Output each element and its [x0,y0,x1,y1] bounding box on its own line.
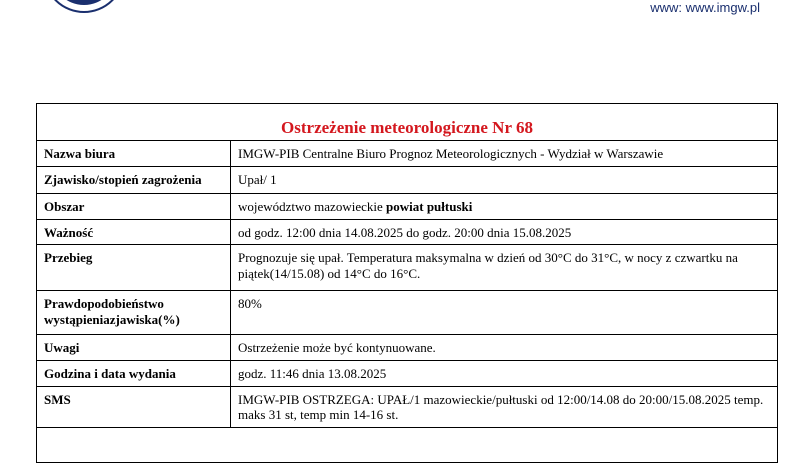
row-value: 80% [231,291,778,335]
row-value: Ostrzeżenie może być kontynuowane. [231,335,778,361]
row-label: Obszar [37,193,231,219]
table-row [37,245,777,291]
table-row [37,219,777,245]
imgw-logo [38,0,130,18]
row-value [231,193,778,219]
table-row [37,335,777,361]
row-value: IMGW-PIB OSTRZEGA: UPAŁ/1 mazowieckie/pułtuski od 12:00/14.08 do 20:00/15.08.2025 temp. maks 31 st, temp min 14-16 st. [231,386,778,427]
row-value: od godz. 12:00 dnia 14.08.2025 do godz. 20:00 dnia 15.08.2025 [231,219,778,245]
row-label: Nazwa biura [37,141,231,167]
row-value: godz. 11:46 dnia 13.08.2025 [231,361,778,387]
row-label: Uwagi [37,335,231,361]
row-label: Zjawisko/stopień zagrożenia [37,166,231,193]
website-link[interactable]: www: www.imgw.pl [650,0,760,15]
row-label: Godzina i data wydania [37,361,231,387]
warning-title: Ostrzeżenie meteorologiczne Nr 68 [281,118,533,137]
area-text: województwo mazowieckie [238,198,383,214]
row-label: SMS [37,386,231,427]
row-value: Upał/ 1 [231,166,778,193]
row-value: Prognozuje się upał. Temperatura maksymalna w dzień od 30°C do 31°C, w nocy z czwartku na piątek(14/15.08) od 14°C do 16°C. [231,245,778,291]
table-row [37,141,777,167]
row-label: Prawdopodobieństwo wystąpieniazjawiska(%) [37,291,231,335]
row-label: Przebieg [37,245,231,291]
row-label: Ważność [37,219,231,245]
area-district: powiat pułtuski [386,198,473,214]
table-row [37,361,777,387]
warning-table [37,140,777,428]
table-row [37,386,777,427]
row-value: IMGW-PIB Centralne Biuro Prognoz Meteorologicznych - Wydział w Warszawie [231,141,778,167]
table-row [37,193,777,219]
table-row [37,291,777,335]
warning-document [36,103,778,463]
table-row [37,166,777,193]
